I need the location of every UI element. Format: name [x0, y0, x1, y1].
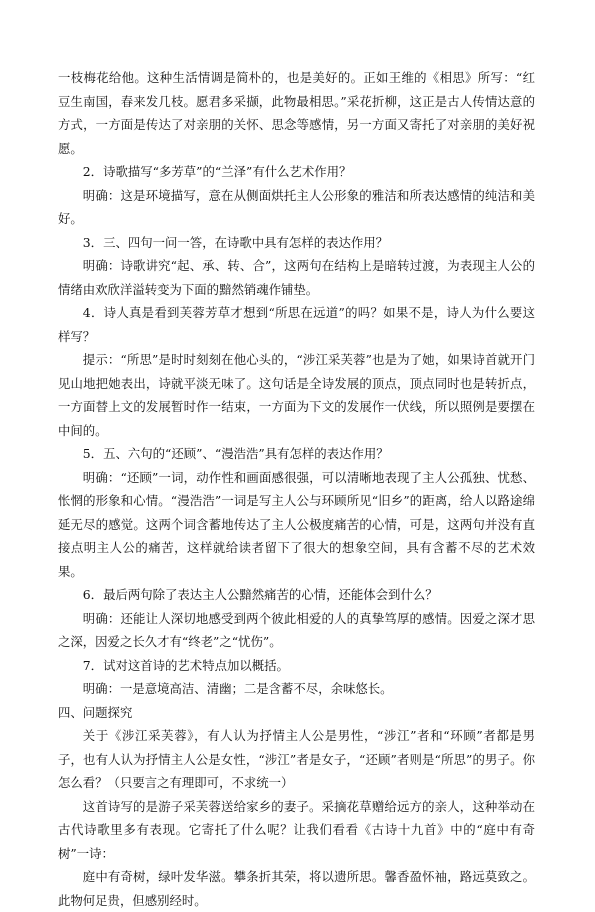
question-2: 2．诗歌描写“多芳草”的“兰泽”有什么艺术作用？	[82, 164, 352, 179]
answer-7: 明确：一是意境高洁、清幽；二是含蓄不尽，余味悠长。	[82, 681, 393, 696]
hint-4: 提示：“所思”是时时刻刻在他心头的，“涉江采芙蓉”也是为了她，如果诗首就开门见山地把她表出，诗就平淡无味了。这句话是全诗发展的顶点，顶点同时也是转折点，一方面替上文的发展暂时作一结束，一方面为下文的发展作一伏线，所以照例是要摆在中间的。	[58, 352, 535, 438]
question-4: 4．诗人真是看到芙蓉芳草才想到“所思在远道”的吗？如果不是，诗人为什么要这样写？	[58, 305, 535, 344]
question-7: 7．试对这首诗的艺术特点加以概括。	[82, 657, 289, 673]
answer-3: 明确：诗歌讲究“起、承、转、合”，这两句在结构上是暗转过渡，为表现主人公的情绪由欢欣洋溢转变为下面的黯然销魂作铺垫。	[58, 258, 535, 297]
question-3: 3．三、四句一问一答，在诗歌中具有怎样的表达作用？	[82, 234, 389, 250]
paragraph-intro: 一枝梅花给他。这种生活情调是简朴的，也是美好的。正如王维的《相思》所写：“红豆生南国，春来发几枝。愿君多采撷，此物最相思。”采花折柳，这正是古人传情达意的方式，一方面是传达了对亲朋的关怀、思念等感情，另一方面又寄托了对亲朋的美好祝愿。	[58, 70, 535, 156]
question-5: 5．五、六句的“还顾”、“漫浩浩”具有怎样的表达作用？	[82, 446, 389, 461]
inquiry-question: 关于《涉江采芙蓉》，有人认为抒情主人公是男性，“涉江”者和“环顾”者都是男子，也有人认为抒情主人公是女性，“涉江”者是女子，“还顾”者则是“所思”的男子。你怎么看？（只要言之有理即可，不求统一）	[58, 728, 535, 790]
answer-5: 明确：“还顾”一词，动作性和画面感很强，可以清晰地表现了主人公孤独、忧愁、怅惘的形象和心情。“漫浩浩”一词是写主人公与环顾所见“旧乡”的距离，给人以路途绵延无尽的感觉。这两个词含蓄地传达了主人公极度痛苦的心情，可是，这两句并没有直接点明主人公的痛苦，这样就给读者留下了很大的想象空间，具有含蓄不尽的艺术效果。	[58, 469, 535, 579]
inquiry-answer: 这首诗写的是游子采芙蓉送给家乡的妻子。采摘花草赠给远方的亲人，这种举动在古代诗歌里多有表现。它寄托了什么呢？让我们看看《古诗十九首》中的“庭中有奇树”一诗：	[58, 798, 535, 861]
section-heading: 四、问题探究	[58, 704, 133, 720]
answer-6: 明确：还能让人深切地感受到两个彼此相爱的人的真挚笃厚的感情。因爱之深才思之深，因爱之长久才有“终老”之“忧伤”。	[58, 610, 535, 649]
question-6: 6．最后两句除了表达主人公黯然痛苦的心情，还能体会到什么？	[82, 587, 438, 602]
answer-2: 明确：这是环境描写，意在从侧面烘托主人公形象的雅洁和所表达感情的纯洁和美好。	[58, 187, 535, 226]
poem-quote: 庭中有奇树，绿叶发华滋。攀条折其荣，将以遗所思。馨香盈怀袖，路远莫致之。此物何足贵，但感别经时。	[58, 869, 535, 908]
